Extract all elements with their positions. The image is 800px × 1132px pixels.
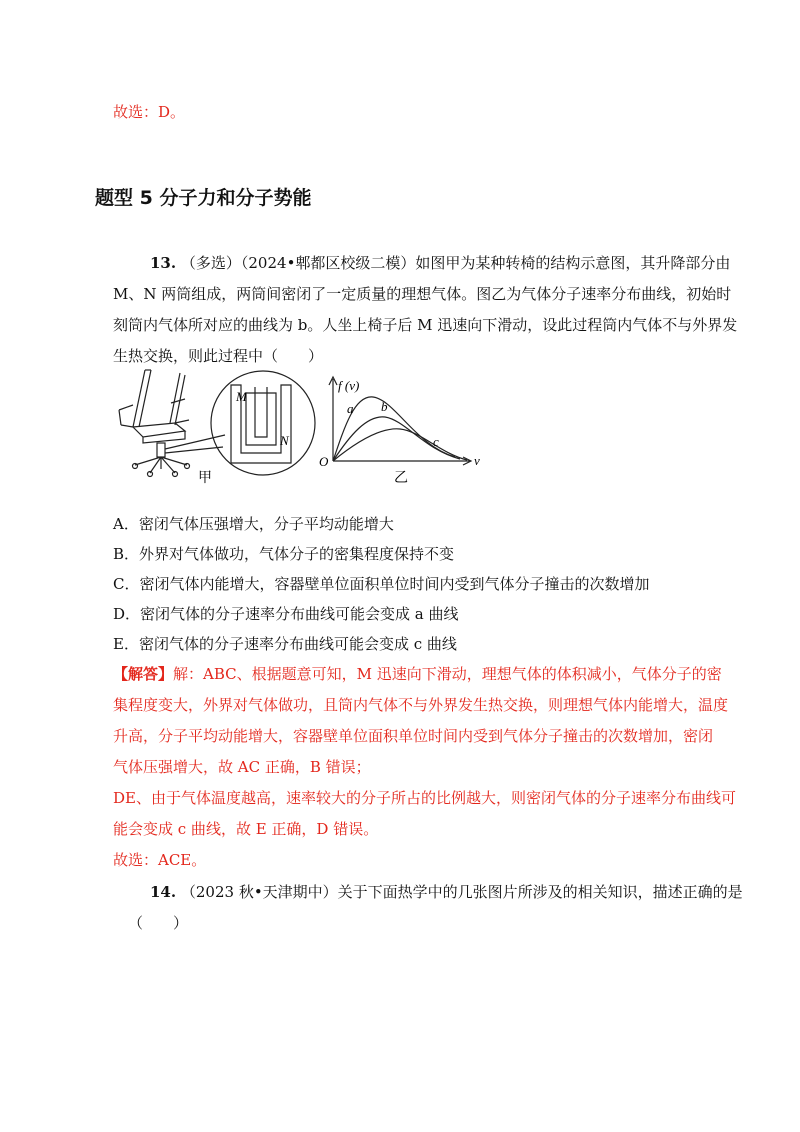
answer-line-3: 升高，分子平均动能增大，容器壁单位面积单位时间内受到气体分子撞击的次数增加，密闭 [113,727,714,745]
answer-tag: 【解答】 [113,665,174,683]
axis-x-label: v [474,453,480,468]
answer-line-4: 气体压强增大，故 AC 正确，B 错误； [113,758,371,776]
option-b: B．外界对气体做功，气体分子的密集程度保持不变 [113,545,455,563]
label-m: M [236,389,247,404]
swivel-chair-illustration [119,370,225,477]
curve-c-label: c [433,434,439,449]
previous-answer: 故选：D。 [113,103,186,121]
q13-line-2: M、N 两筒组成，两筒间密闭了一定质量的理想气体。图乙为气体分子速率分布曲线，初始时 [113,285,732,303]
curve-b [333,417,460,461]
answer-line-5: DE、由于气体温度越高，速率较大的分子所占的比例越大，则密闭气体的分子速率分布曲线可 [113,789,736,807]
q13-line-3: 刻筒内气体所对应的曲线为 b。人坐上椅子后 M 迅速向下滑动，设此过程筒内气体不与外界发 [113,316,738,334]
q13-number: 13. [150,254,177,272]
q13-figure [105,365,505,490]
curve-b-label: b [381,399,388,414]
axis-y-label: f (v) [338,378,360,393]
option-d: D．密闭气体的分子速率分布曲线可能会变成 a 曲线 [113,605,459,623]
answer-line-1: 【解答】解：ABC、根据题意可知，M 迅速向下滑动，理想气体的体积减小，气体分子的密 [113,665,722,683]
label-jia: 甲 [198,470,212,486]
q14-number: 14. [150,883,177,901]
cylinder-detail-illustration [211,371,315,475]
origin-label: O [319,454,329,469]
q13-line-4: 生热交换，则此过程中（ ） [113,347,324,365]
label-n: N [280,433,289,448]
section-heading: 题型 5 分子力和分子势能 [95,187,312,209]
answer-line-2: 集程度变大，外界对气体做功，且筒内气体不与外界发生热交换，则理想气体内能增大，温度 [113,696,729,714]
option-a: A．密闭气体压强增大，分子平均动能增大 [113,515,394,533]
q13-line-1: 13. （多选）（2024•郫都区校级二模）如图甲为某种转椅的结构示意图，其升降部分由 [150,254,731,272]
option-c: C．密闭气体内能增大，容器壁单位面积单位时间内受到气体分子撞击的次数增加 [113,575,650,593]
q14-line-2: （ ） [128,914,189,932]
option-e: E．密闭气体的分子速率分布曲线可能会变成 c 曲线 [113,635,457,653]
q14-line-1: 14. （2023 秋•天津期中）关于下面热学中的几张图片所涉及的相关知识，描述正确的是 [150,883,743,901]
answer-line-6: 能会变成 c 曲线，故 E 正确，D 错误。 [113,820,379,838]
label-yi: 乙 [394,470,408,486]
answer-final: 故选：ACE。 [113,851,207,869]
curve-a-label: a [347,401,354,416]
